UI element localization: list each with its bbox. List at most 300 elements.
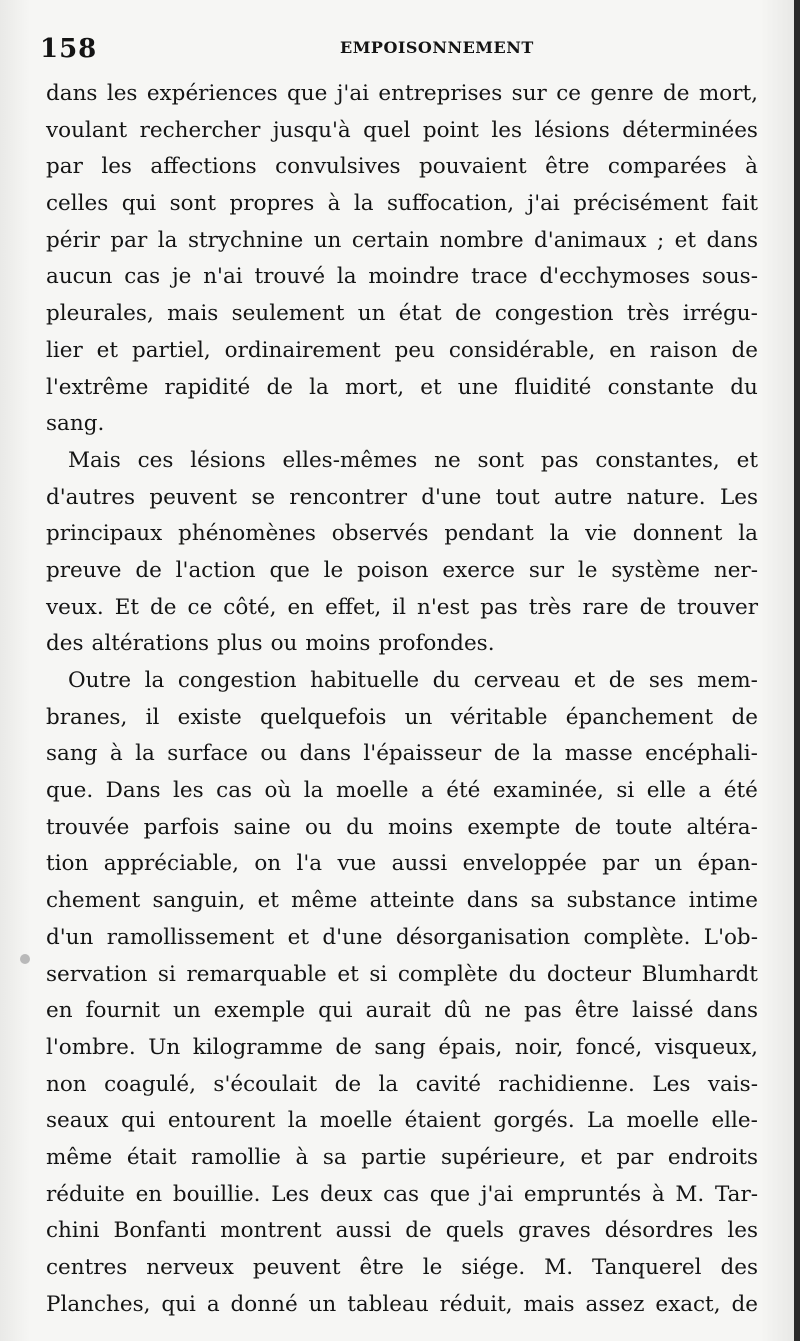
word: à [295,1144,309,1170]
word: très [626,301,670,327]
word: bouillie. [172,1181,261,1207]
word: cas [383,1181,420,1207]
word: sa [530,888,555,914]
word: la [738,521,758,547]
word: peuvent [252,1255,341,1280]
word: tableau [347,1291,429,1317]
word: réduit, [439,1291,513,1317]
word: l'ombre. [46,1034,136,1060]
word: et [287,924,309,950]
word: si [369,961,388,987]
word: pleurales, [46,301,154,327]
word: de [334,1071,362,1097]
word: cerveau [473,668,561,693]
word: s'écoulait [213,1071,318,1097]
word: d'animaux [534,227,647,253]
word: moins [305,631,371,657]
word: kilogramme [192,1034,323,1060]
word: moelle [335,778,409,804]
word: sang [46,741,98,767]
word: tout [495,484,540,510]
word: très [528,594,572,620]
text-line [46,846,758,883]
word: d'un [46,924,94,950]
word: de [608,668,636,693]
word: appréciable, [103,851,239,877]
word: le [323,557,344,583]
word: Blumhardt [641,961,758,987]
word: plus [217,631,263,657]
word: à [651,1181,665,1207]
word: être [574,998,620,1024]
word: a [698,778,712,804]
word: siége. [461,1255,526,1280]
word: principaux [46,521,163,547]
text-line [46,76,758,113]
word: quels [445,1218,504,1244]
word: dans [466,888,519,914]
word: pas [524,998,562,1024]
word: preuve [46,557,122,583]
word: qui [121,191,157,217]
word: habituelle [310,668,420,693]
word: profondes. [378,631,495,657]
word: qui [161,1291,196,1317]
word: endroits [667,1144,758,1170]
word: de [493,741,521,767]
word: même [46,1144,113,1170]
word: trouver [677,594,758,620]
text-line [46,113,758,150]
word: exerce [442,557,515,583]
word: l'a [296,851,323,877]
word: trace [471,264,528,290]
word: rachidienne. [498,1071,635,1097]
word: désordres [604,1218,714,1244]
word: et [674,227,697,253]
word: surface [167,741,248,767]
word: altéra- [686,814,758,840]
word: la [532,741,553,767]
word: chement [46,888,141,914]
word: l'action [175,557,256,583]
text-line [46,920,758,957]
word: mort, [698,81,758,106]
running-title: EMPOISONNEMENT [340,38,534,57]
word: vue [337,851,377,877]
word: a [420,778,434,804]
word: être [545,154,590,180]
word: affections [150,154,257,180]
word: que [429,1181,471,1207]
text-line [46,149,758,186]
word: toute [615,814,673,840]
word: centres [46,1255,128,1280]
word: complète [397,961,498,987]
word: en [135,1181,163,1207]
word: par [616,1144,654,1170]
word: système [611,557,700,583]
word: donné [230,1291,298,1317]
word: de [574,814,602,840]
word: la [135,741,155,767]
text-line [46,663,758,700]
word: entreprises [378,81,503,106]
word: M. [544,1255,574,1280]
word: du [508,961,537,987]
word: remarquable [186,961,327,987]
word: nombre [439,227,524,253]
text-line [46,516,758,553]
word: dû [443,998,472,1024]
word: cas [216,778,253,804]
word: atteinte [369,888,455,914]
word: lésions [534,117,610,143]
word: n'ai [203,264,243,290]
word: congestion [494,301,614,327]
word: moelle [319,1108,393,1134]
word: vais- [707,1071,758,1097]
word: ne [434,447,461,473]
word: aurait [365,998,431,1024]
text-line [46,810,758,847]
word: pouvaient [419,154,527,180]
word: phénomènes [178,521,316,547]
word: n'est [417,594,470,620]
word: ; [656,227,665,253]
word: deux [319,1181,373,1207]
word: il [145,704,160,730]
word: où [264,778,292,804]
word: intime [688,888,758,914]
text-line [46,626,758,663]
text-line [46,1213,758,1250]
text-line [46,1177,758,1214]
word: pas [540,447,579,473]
word: graves [518,1218,591,1244]
word: les [727,1218,758,1244]
word: vie [585,521,617,547]
word: un [404,704,433,730]
word: ou [260,741,288,767]
word: dans [299,741,351,767]
word: la [309,374,329,400]
word: si [157,961,176,987]
text-line [46,773,758,810]
word: mem- [697,668,758,693]
word: de [731,337,758,363]
word: réduite [46,1181,125,1207]
word: de [335,1034,362,1060]
word: servation [46,961,148,987]
word: parfois [143,814,220,840]
word: et [96,337,119,363]
word: de [454,301,482,327]
word: existe [177,704,242,730]
word: lier [46,337,83,363]
word: cas [124,264,161,290]
word: Outre [68,668,132,693]
word: sur [528,557,565,583]
text-line [46,957,758,994]
word: seulement [231,301,345,327]
text-line [46,1030,758,1067]
word: ces [137,447,174,473]
word: des [46,631,84,657]
word: non [46,1071,87,1097]
word: de [135,557,162,583]
word: si [616,778,635,804]
word: suffocation, [387,191,515,217]
word: trouvé [254,264,326,290]
word: Les [652,1071,691,1097]
word: constante [607,374,715,400]
text-line [46,1067,758,1104]
word: Mais [68,447,121,473]
word: exempte [467,814,561,840]
word: j'ai [527,191,560,217]
word: saine [233,814,291,840]
word: sang. [46,411,105,437]
word: veux. [46,594,104,620]
word: rechercher [139,117,261,143]
word: j'ai [336,81,370,106]
word: mort, [344,374,405,400]
word: été [446,778,481,804]
word: donnent [632,521,723,547]
word: moindre [368,264,460,290]
word: il [392,594,407,620]
word: la [303,778,324,804]
word: montrent [220,1218,322,1244]
word: convulsives [275,154,401,180]
word: aussi [391,851,448,877]
word: déterminées [622,117,758,143]
word: par [46,154,83,180]
word: par [110,227,148,253]
word: point [422,117,479,143]
word: Tar- [714,1181,758,1207]
word: raison [649,337,718,363]
word: sur [511,81,547,106]
word: d'autres [46,484,136,510]
word: supérieure, [440,1144,566,1170]
word: observés [331,521,429,547]
word: ner- [713,557,758,583]
word: ce [556,81,581,106]
word: Les [271,1181,310,1207]
word: nerveux [146,1255,234,1280]
word: un [173,998,201,1024]
word: examinée, [492,778,604,804]
word: a [206,1291,220,1317]
word: en [46,998,73,1024]
word: le [577,557,598,583]
word: du [432,668,461,693]
word: altérations [91,631,210,657]
word: moelle [626,1108,700,1134]
word: empruntés [523,1181,642,1207]
word: Planches, [46,1291,151,1317]
word: fluidité [514,374,592,400]
text-line [46,480,758,517]
word: de [731,704,758,730]
word: la [378,1071,399,1097]
word: coagulé, [104,1071,196,1097]
word: considérable, [448,337,596,363]
word: précisément [573,191,709,217]
word: voulant [46,117,128,143]
word: la [336,264,357,290]
text-line [46,370,758,407]
word: sang [374,1034,426,1060]
word: irrégu- [682,301,758,327]
word: un [654,851,683,877]
word: assez [585,1291,645,1317]
text-line [46,553,758,590]
word: elle- [711,1108,758,1134]
word: les [106,81,138,106]
page-number: 158 [40,34,98,64]
word: que. [46,778,94,804]
word: docteur [546,961,632,987]
word: j'ai [480,1181,514,1207]
word: à [745,154,758,180]
word: d'une [322,924,383,950]
word: être [359,1255,404,1280]
word: enveloppée [462,851,587,877]
page-header [40,34,760,64]
word: des [720,1255,758,1280]
word: L'ob- [703,924,758,950]
word: dans [706,227,758,253]
word: La [587,1108,615,1134]
word: été [723,778,758,804]
word: ramollissement [106,924,275,950]
word: mais [523,1291,575,1317]
word: était [126,1144,177,1170]
word: une [457,374,499,400]
text-line [46,1250,758,1287]
word: Les [719,484,758,510]
word: sont [477,447,525,473]
text-line [46,223,758,260]
word: ce [187,594,213,620]
word: autre [554,484,613,510]
word: de [150,594,177,620]
word: partiel, [131,337,211,363]
word: ses [648,668,684,693]
word: que [287,81,328,106]
word: et [420,374,442,400]
word: la [144,668,165,693]
text-line [46,993,758,1030]
word: pendant [444,521,534,547]
word: genre [590,81,654,106]
word: la [549,521,570,547]
word: mais [167,301,219,327]
word: sous- [701,264,758,290]
word: sa [322,1144,347,1170]
word: à [109,741,123,767]
word: à [327,191,341,217]
word: véritable [450,704,548,730]
word: par [602,851,640,877]
text-line [46,1103,758,1140]
word: rencontrer [289,484,407,510]
word: rapidité [164,374,251,400]
word: certain [351,227,430,253]
word: branes, [46,704,128,730]
word: du [346,814,374,840]
word: et [573,668,596,693]
text-line [46,1287,758,1324]
word: périr [46,227,100,253]
word: ordinairement [224,337,381,363]
word: et [580,1144,602,1170]
margin-mark [20,954,30,964]
word: visqueux, [654,1034,758,1060]
word: aussi [335,1218,392,1244]
word: Et [114,594,140,620]
word: Dans [105,778,161,804]
word: je [171,264,192,290]
word: de [639,594,667,620]
text-line [46,406,758,443]
word: la [287,1108,308,1134]
word: entourent [167,1108,276,1134]
word: cavité [415,1071,481,1097]
word: dans [46,81,98,106]
word: tion [46,851,89,877]
word: effet, [325,594,382,620]
word: quelquefois [260,704,387,730]
word: on [254,851,282,877]
word: ou [305,814,332,840]
word: qui [318,998,353,1024]
word: de [731,1291,758,1317]
word: celles [46,191,109,217]
word: substance [566,888,677,914]
word: peuvent [149,484,238,510]
word: trouvée [46,814,130,840]
word: elle [646,778,686,804]
text-line [46,296,758,333]
word: que [269,557,310,583]
word: quel [363,117,411,143]
word: ou [270,631,298,657]
text-line [46,333,758,370]
word: même [291,888,358,914]
word: congestion [177,668,297,693]
word: laissé [632,998,694,1024]
text-line [46,590,758,627]
word: masse [564,741,633,767]
word: Tanquerel [591,1255,702,1280]
word: et [257,888,279,914]
word: poison [357,557,429,583]
word: exemple [213,998,306,1024]
text-line [46,186,758,223]
word: d'une [421,484,482,510]
word: épan- [697,851,758,877]
word: en [287,594,315,620]
body-text [46,76,758,1323]
word: lésions [190,447,266,473]
word: ramollie [191,1144,281,1170]
word: rare [582,594,629,620]
word: étaient [404,1108,481,1134]
